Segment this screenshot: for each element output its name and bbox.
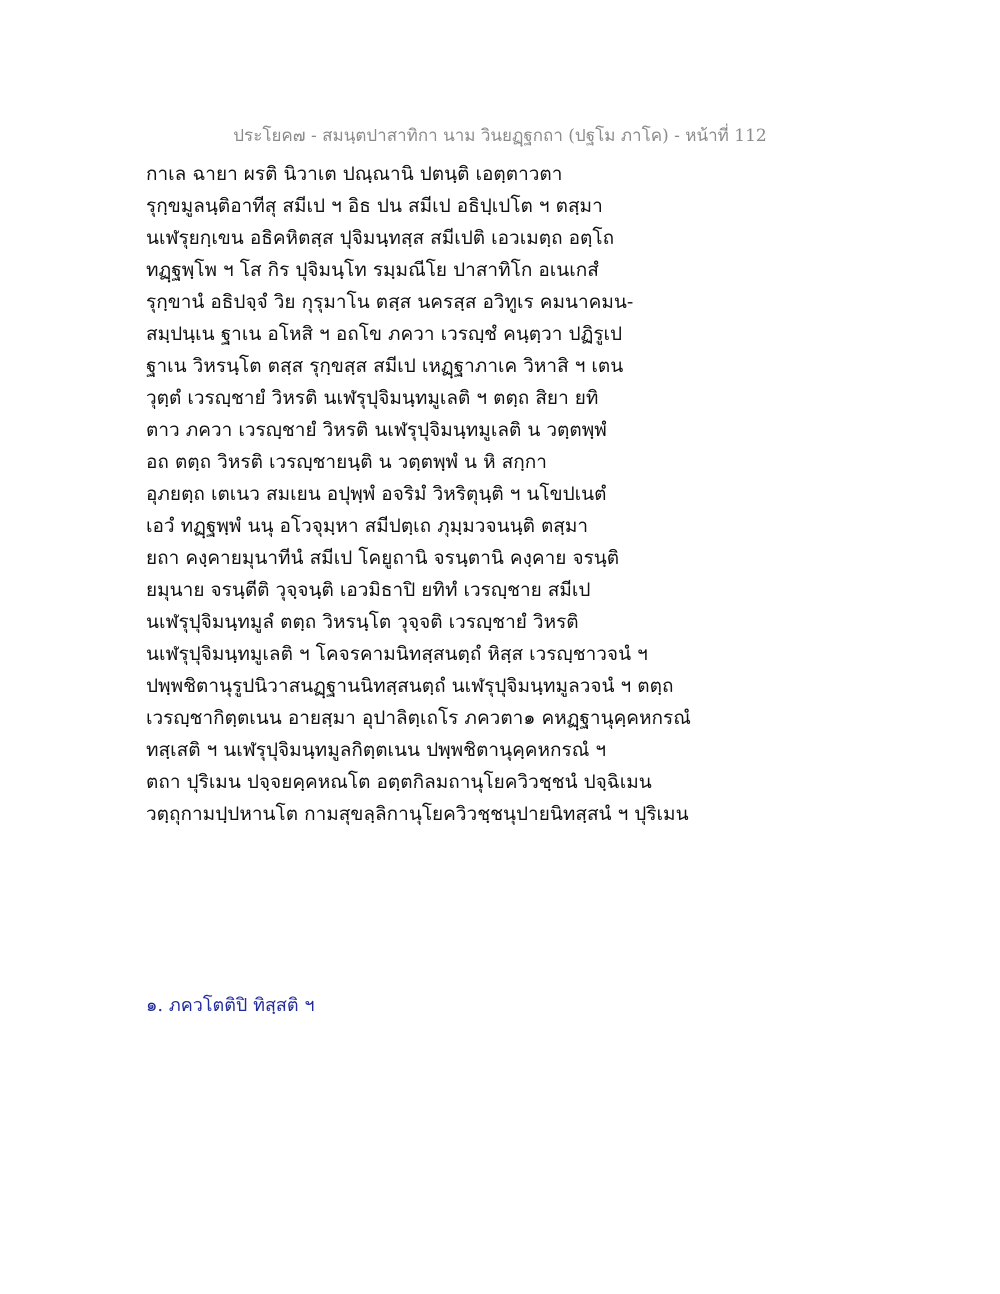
page-header: ประโยค๗ - สมนฺตปาสาทิกา นาม วินยฏฺฐกถา (ปฐโม ภาโค) - หน้าที่ 112 — [233, 126, 767, 146]
text-line: รุกฺขมูลนฺติอาทีสุ สมีเป ฯ อิธ ปน สมีเป อธิปฺเปโต ฯ ตสฺมา — [146, 195, 603, 217]
text-line: ตถา ปุริเมน ปจฺจยคฺคหณโต อตฺตกิลมถานุโยควิวชฺชนํ ปจฺฉิเมน — [146, 771, 652, 793]
text-line: วุตฺตํ เวรญฺชายํ วิหรติ นเฬรุปุจิมนฺทมูเลติ ฯ ตตฺถ สิยา ยทิ — [146, 387, 599, 409]
text-line: วตฺถุกามปฺปหานโต กามสุขลฺลิกานุโยควิวชฺชนุปายนิทสฺสนํ ฯ ปุริเมน — [146, 803, 689, 825]
body-text — [146, 158, 726, 830]
footnote: ๑. ภควโตติปิ ทิสฺสติ ฯ — [146, 995, 315, 1016]
text-line: นเฬรุปุจิมนฺทมูเลติ ฯ โคจรคามนิทสฺสนตฺถํ หิสฺส เวรญฺชาวจนํ ฯ — [146, 643, 648, 665]
text-line: นเฬรุยกฺเขน อธิคหิตสฺส ปุจิมนฺทสฺส สมีเปติ เอวเมตฺถ อตฺโถ — [146, 227, 615, 249]
text-line: ยถา คงฺคายมุนาทีนํ สมีเป โคยูถานิ จรนฺตานิ คงฺคาย จรนฺติ — [146, 547, 620, 569]
text-line: สมฺปนฺเน ฐาเน อโหสิ ฯ อถโข ภควา เวรญฺชํ คนฺตฺวา ปฏิรูเป — [146, 323, 623, 345]
text-line: อุภยตฺถ เตเนว สมเยน อปุพฺพํ อจริมํ วิหริตุนฺติ ฯ นโขปเนตํ — [146, 483, 607, 505]
text-line: ทฏฺฐพฺโพ ฯ โส กิร ปุจิมนฺโท รมฺมณีโย ปาสาทิโก อเนเกสํ — [146, 259, 599, 281]
text-line: เอวํ ทฏฺฐพฺพํ นนุ อโวจุมฺหา สมีปตฺเถ ภุมฺมวจนนฺติ ตสฺมา — [146, 515, 589, 537]
text-line: ปพฺพชิตานุรูปนิวาสนฏฺฐานนิทสฺสนตฺถํ นเฬรุปุจิมนฺทมูลวจนํ ฯ ตตฺถ — [146, 675, 674, 697]
text-line: อถ ตตฺถ วิหรติ เวรญฺชายนฺติ น วตฺตพฺพํ น หิ สกฺกา — [146, 451, 547, 473]
text-line: ยมุนาย จรนฺตีติ วุจฺจนฺติ เอวมิธาปิ ยทิทํ เวรญฺชาย สมีเป — [146, 579, 591, 601]
text-line: ฐาเน วิหรนฺโต ตสฺส รุกฺขสฺส สมีเป เหฏฺฐาภาเค วิหาสิ ฯ เตน — [146, 355, 624, 377]
text-line: นเฬรุปุจิมนฺทมูลํ ตตฺถ วิหรนฺโต วุจฺจติ เวรญฺชายํ วิหรติ — [146, 611, 579, 633]
text-line: ทสฺเสติ ฯ นเฬรุปุจิมนฺทมูลกิตฺตเนน ปพฺพชิตานุคฺคหกรณํ ฯ — [146, 739, 607, 761]
text-line: กาเล ฉายา ผรติ นิวาเต ปณฺณานิ ปตนฺติ เอตฺตาวตา — [146, 163, 563, 185]
text-line: ตาว ภควา เวรญฺชายํ วิหรติ นเฬรุปุจิมนฺทมูเลติ น วตฺตพฺพํ — [146, 419, 607, 441]
text-line: รุกฺขานํ อธิปจฺจํ วิย กุรุมาโน ตสฺส นครสฺส อวิทูเร คมนาคมน- — [146, 291, 634, 313]
text-line: เวรญฺชากิตฺตเนน อายสฺมา อุปาลิตฺเถโร ภควตา๑ คหฏฺฐานุคฺคหกรณํ — [146, 707, 691, 729]
